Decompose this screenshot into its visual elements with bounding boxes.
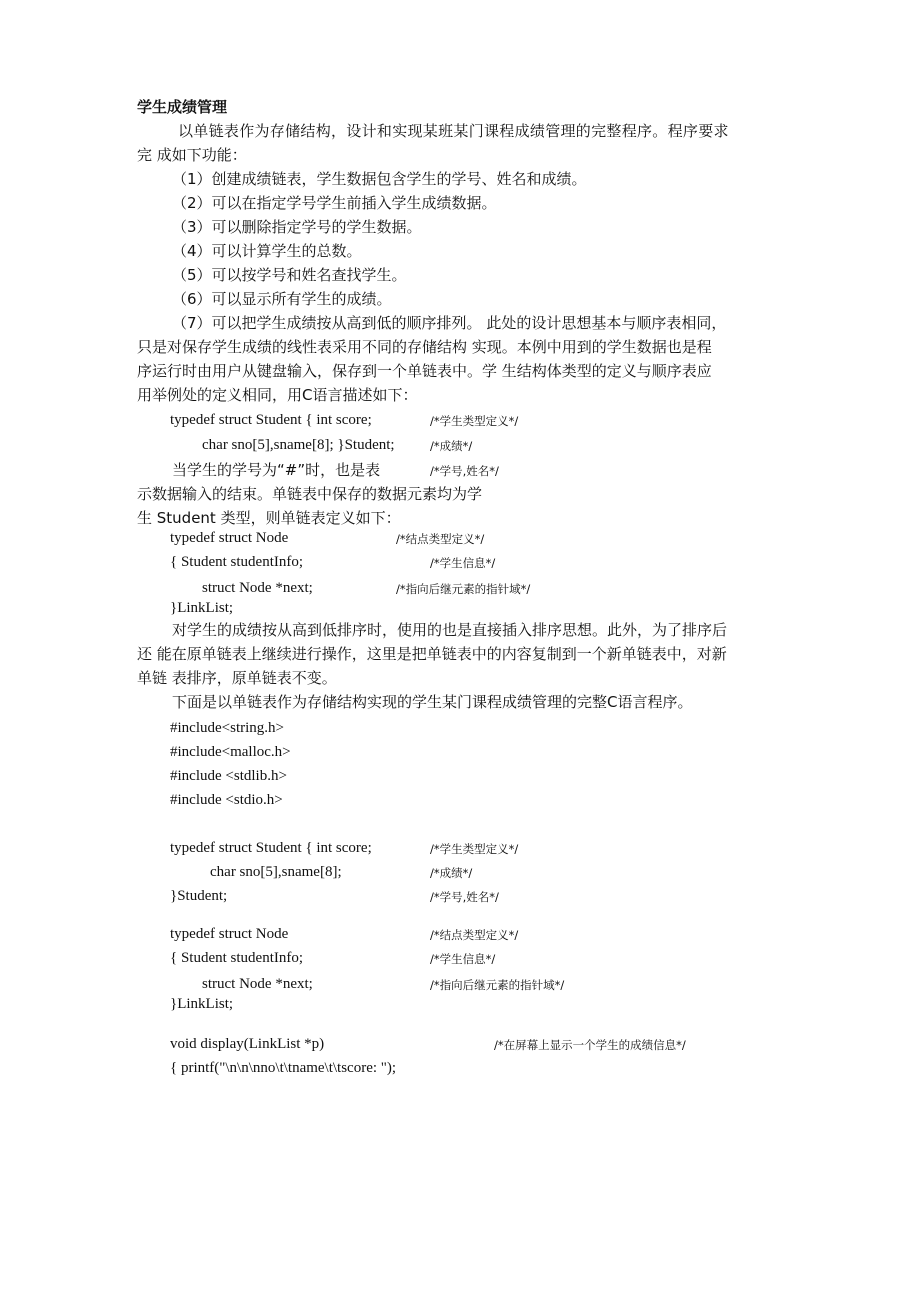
code-comment: /*在屏幕上显示一个学生的成绩信息*/: [494, 1038, 686, 1052]
feature-7-line-3: 序运行时由用户从键盘输入，保存到一个单链表中。学 生结构体类型的定义与顺序表应: [137, 362, 712, 380]
code-line: char sno[5],sname[8]; }Student;: [202, 437, 395, 453]
code-line: struct Node *next;: [202, 580, 313, 596]
feature-7-line-2: 只是对保存学生成绩的线性表采用不同的存储结构 实现。本例中用到的学生数据也是程: [137, 338, 712, 356]
code-comment: /*学生信息*/: [430, 556, 496, 570]
document-title: 学生成绩管理: [137, 98, 228, 116]
code-line: char sno[5],sname[8];: [210, 864, 342, 880]
code-line: { Student studentInfo;: [170, 950, 304, 966]
include-line: #include <stdio.h>: [170, 792, 283, 808]
code-line: }Student;: [170, 888, 228, 904]
code-comment: /*成绩*/: [430, 866, 473, 880]
code-line: void display(LinkList *p): [170, 1036, 325, 1052]
feature-2: （2）可以在指定学号学生前插入学生成绩数据。: [172, 194, 497, 212]
code-line: { printf("\n\n\nno\t\tname\t\tscore: ");: [170, 1060, 397, 1076]
code-comment: /*指向后继元素的指针域*/: [430, 978, 565, 992]
feature-4: （4）可以计算学生的总数。: [172, 242, 362, 260]
code-comment: /*学生信息*/: [430, 952, 496, 966]
code-comment: /*学号,姓名*/: [430, 464, 499, 478]
feature-5: （5）可以按学号和姓名查找学生。: [172, 266, 407, 284]
feature-1: （1）创建成绩链表，学生数据包含学生的学号、姓名和成绩。: [172, 170, 587, 188]
code-comment: /*结点类型定义*/: [396, 532, 485, 546]
code-line: typedef struct Student { int score;: [170, 412, 372, 428]
program-intro: 下面是以单链表作为存储结构实现的学生某门课程成绩管理的完整C语言程序。: [172, 693, 693, 711]
code-line: { Student studentInfo;: [170, 554, 304, 570]
code-comment: /*学生类型定义*/: [430, 842, 519, 856]
include-line: #include <stdlib.h>: [170, 768, 287, 784]
code-comment: /*结点类型定义*/: [430, 928, 519, 942]
code-comment: /*学生类型定义*/: [430, 414, 519, 428]
feature-6: （6）可以显示所有学生的成绩。: [172, 290, 392, 308]
code-line: typedef struct Node: [170, 926, 289, 942]
code-comment: /*学号,姓名*/: [430, 890, 499, 904]
body-text: 示数据输入的结束。单链表中保存的数据元素均为学: [137, 485, 483, 503]
body-text: 当学生的学号为“#”时，也是表: [172, 461, 381, 479]
code-line: }LinkList;: [170, 996, 234, 1012]
code-comment: /*指向后继元素的指针域*/: [396, 582, 531, 596]
sort-para-line-3: 单链 表排序，原单链表不变。: [137, 669, 337, 687]
code-line: struct Node *next;: [202, 976, 313, 992]
include-line: #include<malloc.h>: [170, 744, 291, 760]
feature-7-line-4: 用举例处的定义相同，用C语言描述如下：: [137, 386, 418, 404]
feature-7-line-1: （7）可以把学生成绩按从高到低的顺序排列。 此处的设计思想基本与顺序表相同，: [172, 314, 727, 332]
code-comment: /*成绩*/: [430, 439, 473, 453]
intro-line-1: 以单链表作为存储结构，设计和实现某班某门课程成绩管理的完整程序。程序要求: [178, 122, 729, 140]
sort-para-line-2: 还 能在原单链表上继续进行操作，这里是把单链表中的内容复制到一个新单链表中，对新: [137, 645, 727, 663]
include-line: #include<string.h>: [170, 720, 284, 736]
feature-3: （3）可以删除指定学号的学生数据。: [172, 218, 422, 236]
code-line: }LinkList;: [170, 600, 234, 616]
body-text: 生 Student 类型，则单链表定义如下：: [137, 509, 401, 527]
sort-para-line-1: 对学生的成绩按从高到低排序时，使用的也是直接插入排序思想。此外，为了排序后: [172, 621, 728, 639]
intro-line-2: 完 成如下功能：: [137, 146, 247, 164]
code-line: typedef struct Node: [170, 530, 289, 546]
code-line: typedef struct Student { int score;: [170, 840, 372, 856]
